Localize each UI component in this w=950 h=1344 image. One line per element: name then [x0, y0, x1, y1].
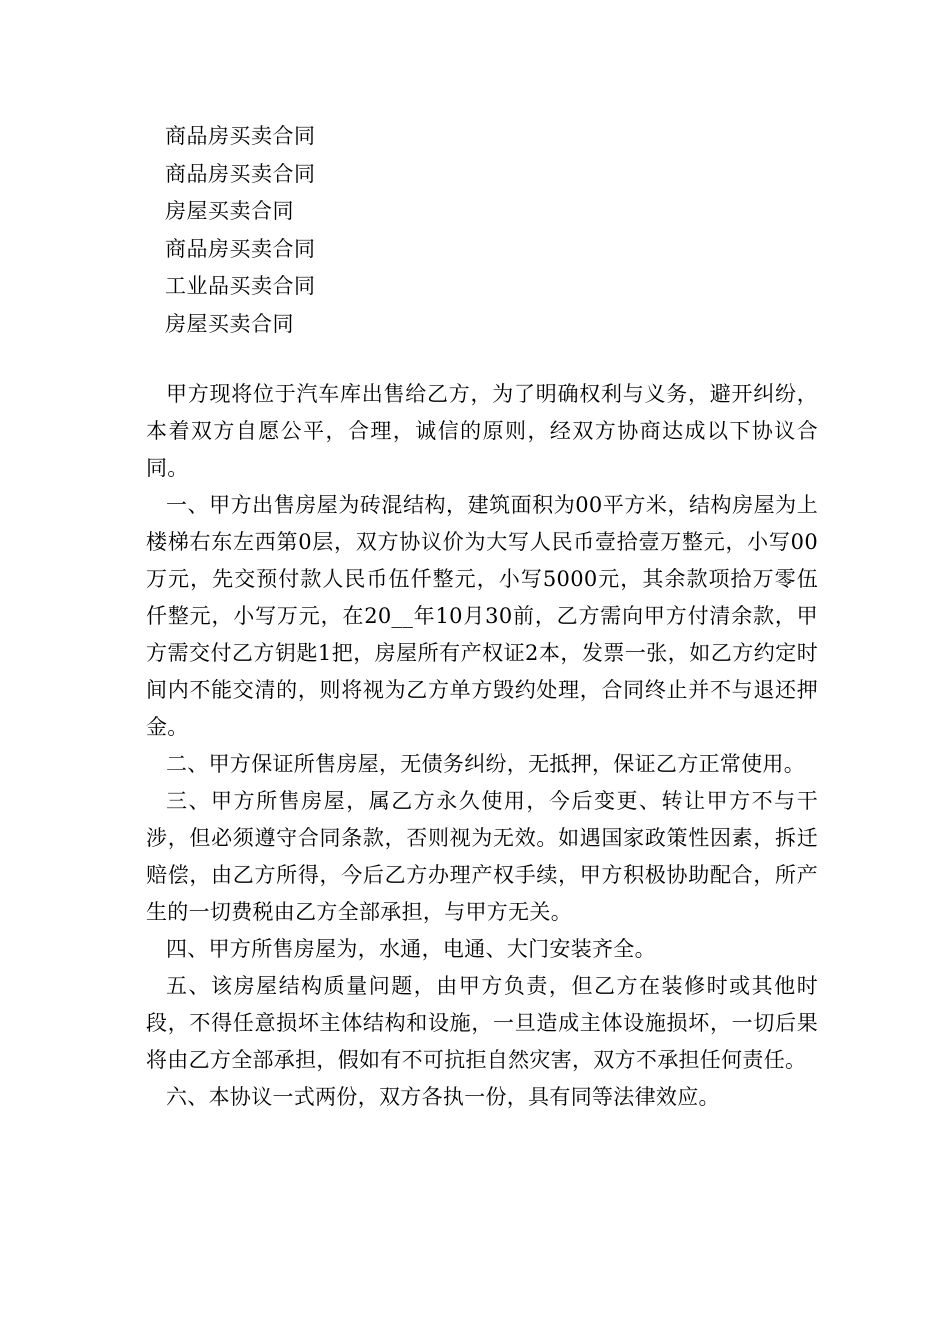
- clause-4-paragraph: 四、甲方所售房屋为，水通，电通、大门安装齐全。: [166, 937, 656, 961]
- list-item: 商品房买卖合同: [165, 124, 316, 148]
- contract-body: [146, 376, 818, 1116]
- list-item: 房屋买卖合同: [165, 199, 294, 223]
- clause-3-paragraph: 三、甲方所售房屋，属乙方永久使用，今后变更、转让甲方不与干涉，但必须遵守合同条款，否则视为无效。如遇国家政策性因素，拆迁赔偿，由乙方所得，今后乙方办理产权手续，甲方积极协助配合，所产生的一切费税由乙方全部承担，与甲方无关。: [146, 789, 818, 924]
- list-item: 工业品买卖合同: [165, 274, 316, 298]
- clause-5-paragraph: 五、该房屋结构质量问题，由甲方负责，但乙方在装修时或其他时段，不得任意损坏主体结构和设施，一旦造成主体设施损坏，一切后果将由乙方全部承担，假如有不可抗拒自然灾害，双方不承担任何责任。: [146, 974, 818, 1072]
- list-item: 房屋买卖合同: [165, 311, 294, 336]
- clause-1-paragraph: 一、甲方出售房屋为砖混结构，建筑面积为00平方米，结构房屋为上楼梯右东左西第0层，双方协议价为大写人民币壹拾壹万整元，小写00万元，先交预付款人民币伍仟整元，小写5000元，其余款项拾万零伍仟整元，小写万元，在20__年10月30前，乙方需向甲方付清余款，甲方需交付乙方钥匙1把，房屋所有产权证2本，发票一张，如乙方约定时间内不能交清的，则将视为乙方单方毁约处理，合同终止并不与退还押金。: [146, 493, 818, 739]
- intro-paragraph: 甲方现将位于汽车库出售给乙方，为了明确权利与义务，避开纠纷，本着双方自愿公平，合理，诚信的原则，经双方协商达成以下协议合同。: [146, 382, 818, 480]
- list-item: 商品房买卖合同: [165, 161, 316, 186]
- contract-title-list: [165, 118, 565, 343]
- list-item: 商品房买卖合同: [165, 236, 316, 261]
- clause-6-paragraph: 六、本协议一式两份，双方各执一份，具有同等法律效应。: [166, 1085, 720, 1109]
- clause-2-paragraph: 二、甲方保证所售房屋，无债务纠纷，无抵押，保证乙方正常使用。: [166, 752, 805, 776]
